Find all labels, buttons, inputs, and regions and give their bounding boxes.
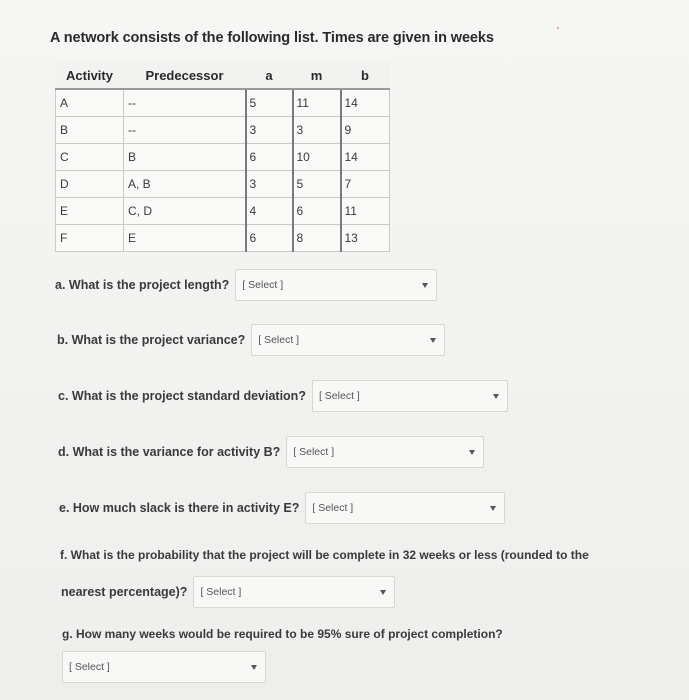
cell-predecessor: -- — [124, 89, 246, 116]
question-c-text: c. What is the project standard deviation? — [58, 389, 306, 403]
question-g-select-row — [62, 651, 266, 683]
table-header-row — [56, 62, 390, 89]
chevron-down-icon — [430, 338, 436, 343]
cell-m: 8 — [293, 224, 341, 251]
table-row — [56, 89, 390, 116]
cell-activity: D — [56, 170, 124, 197]
select-value: [ Select ] — [318, 390, 360, 402]
select-value: [ Select ] — [258, 334, 300, 346]
cell-a: 3 — [246, 170, 293, 197]
chevron-down-icon — [380, 590, 386, 595]
cell-activity: E — [56, 197, 124, 224]
table-row — [56, 224, 390, 251]
question-b — [57, 324, 445, 356]
select-value: [ Select ] — [200, 586, 242, 598]
select-value: [ Select ] — [312, 502, 354, 514]
page-heading: A network consists of the following list. Times are given in weeks — [50, 30, 494, 46]
cell-b: 11 — [341, 197, 390, 224]
cell-m: 10 — [293, 143, 341, 170]
cell-b: 7 — [341, 170, 390, 197]
cell-predecessor: A, B — [124, 170, 246, 197]
question-f-line2 — [61, 576, 395, 608]
cell-predecessor: C, D — [124, 197, 246, 224]
cell-b: 9 — [341, 116, 390, 143]
cell-a: 6 — [246, 224, 293, 251]
select-value: [ Select ] — [293, 446, 335, 458]
cell-m: 11 — [293, 89, 341, 116]
question-c — [58, 380, 508, 412]
cell-m: 5 — [293, 170, 341, 197]
cell-b: 13 — [341, 224, 390, 251]
question-f — [60, 548, 670, 562]
cell-a: 5 — [246, 89, 293, 116]
cell-activity: B — [56, 116, 124, 143]
header-activity: Activity — [56, 62, 124, 89]
table-row — [56, 170, 390, 197]
chevron-down-icon — [422, 283, 428, 288]
table-row — [56, 143, 390, 170]
question-e-select[interactable] — [305, 492, 505, 524]
cell-activity: F — [56, 224, 124, 251]
select-value: [ Select ] — [242, 279, 284, 291]
cell-m: 6 — [293, 197, 341, 224]
cell-a: 4 — [246, 197, 293, 224]
select-value: [ Select ] — [69, 661, 110, 673]
cell-a: 6 — [246, 143, 293, 170]
question-f-text-line1: f. What is the probability that the project will be complete in 32 weeks or less (rounded to the — [60, 548, 589, 562]
cell-predecessor: B — [124, 143, 246, 170]
question-f-text-line2: nearest percentage)? — [61, 585, 188, 599]
question-b-text: b. What is the project variance? — [57, 333, 246, 347]
question-d — [58, 436, 484, 468]
chevron-down-icon — [469, 450, 475, 455]
question-g-select[interactable] — [62, 651, 266, 683]
question-g — [62, 627, 503, 641]
activity-table — [55, 62, 390, 252]
question-g-text: g. How many weeks would be required to be 95% sure of project completion? — [62, 627, 503, 641]
cell-activity: C — [56, 143, 124, 170]
cell-activity: A — [56, 89, 124, 116]
cell-a: 3 — [246, 116, 293, 143]
header-b: b — [341, 62, 390, 89]
cell-m: 3 — [293, 116, 341, 143]
question-d-text: d. What is the variance for activity B? — [58, 445, 281, 459]
corner-mark: ' — [557, 26, 559, 37]
cell-predecessor: -- — [124, 116, 246, 143]
question-a — [55, 269, 437, 301]
cell-predecessor: E — [124, 224, 246, 251]
question-e — [59, 492, 505, 524]
chevron-down-icon — [251, 665, 257, 670]
header-a: a — [246, 62, 293, 89]
question-b-select[interactable] — [251, 324, 445, 356]
chevron-down-icon — [490, 506, 496, 511]
question-d-select[interactable] — [286, 436, 484, 468]
table-row — [56, 197, 390, 224]
question-a-text: a. What is the project length? — [55, 278, 230, 292]
question-e-text: e. How much slack is there in activity E? — [59, 501, 300, 515]
question-c-select[interactable] — [312, 380, 508, 412]
question-f-select[interactable] — [193, 576, 395, 608]
cell-b: 14 — [341, 89, 390, 116]
cell-b: 14 — [341, 143, 390, 170]
question-a-select[interactable] — [235, 269, 437, 301]
header-predecessor: Predecessor — [124, 62, 246, 89]
header-m: m — [293, 62, 341, 89]
table-row — [56, 116, 390, 143]
chevron-down-icon — [493, 394, 499, 399]
